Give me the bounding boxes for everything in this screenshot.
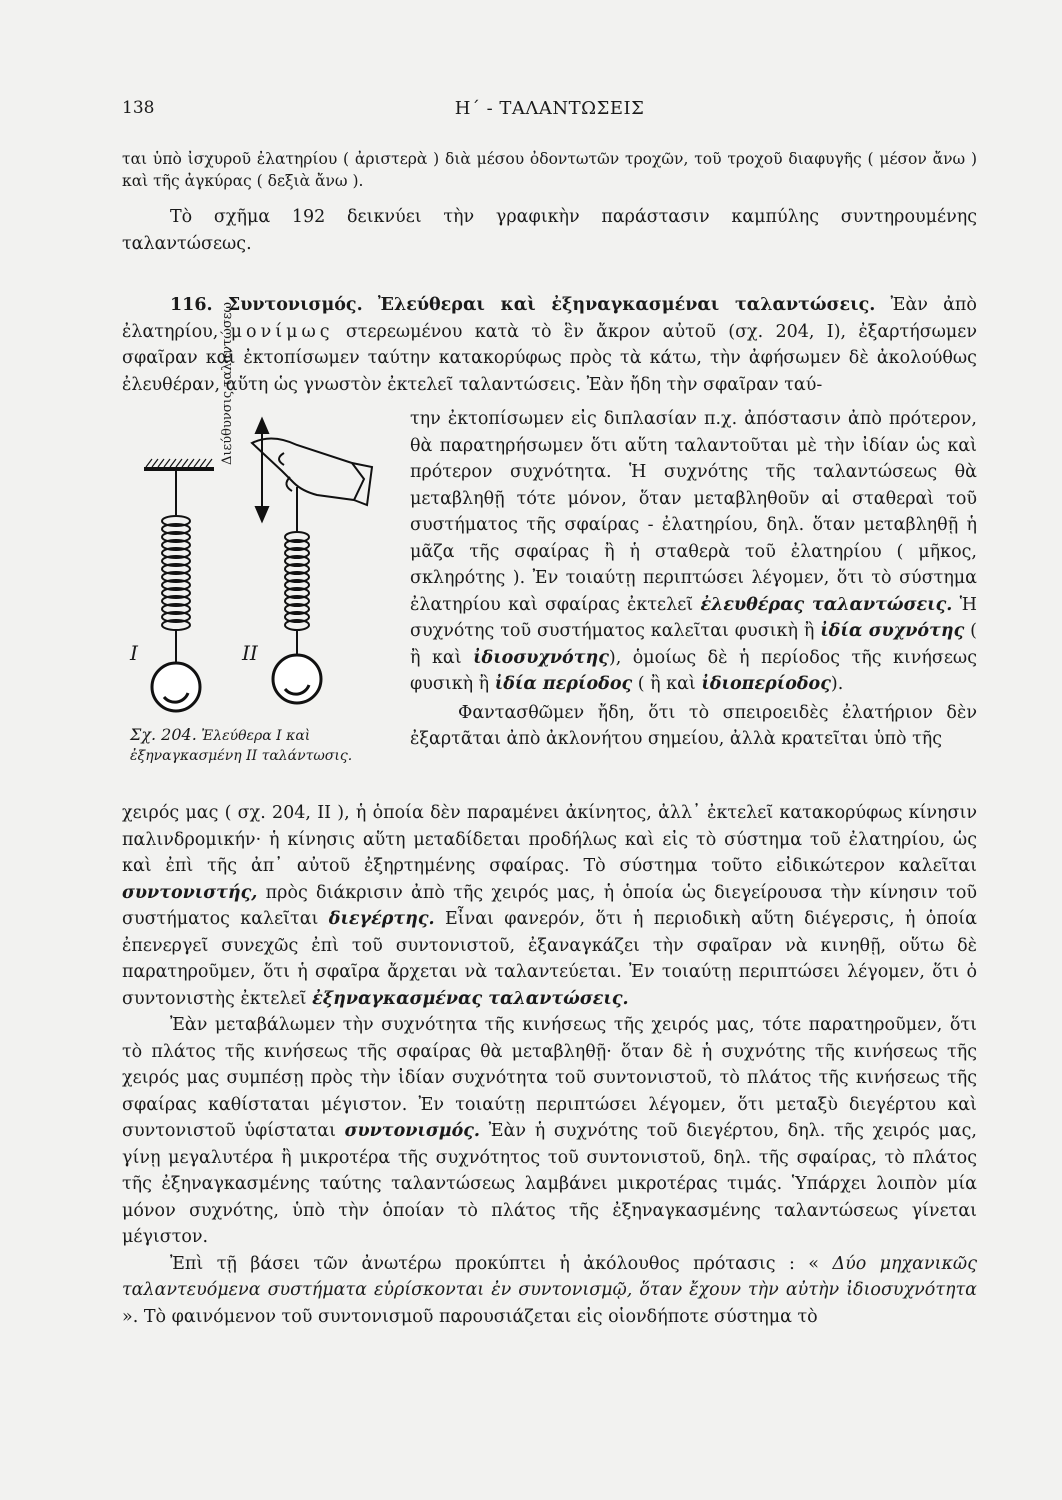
body-text-7: ». Τὸ φαινόμενον τοῦ συντονισμοῦ παρουσιάζεται εἰς οἱονδήποτε σύστημα τὸ: [122, 1306, 818, 1327]
intro-paragraph: [122, 148, 977, 192]
section-paragraph: [122, 292, 977, 398]
spring-II-icon: [285, 487, 309, 655]
side-column: [410, 406, 977, 753]
body-text-5: Ἐὰν ἡ συχνότης τοῦ διεγέρτου, δηλ. τῆς χειρός μας, γίνῃ μεγαλυτέρα ἢ μικροτέρα τῆς συχνότητος τοῦ συντονιστοῦ, δηλ. τῆς σφαίρας, τὸ πλάτος τῆς ἐξηναγκασμένης ταύτης ταλαντώσεως λαμβάνει μικροτέρας τιμάς. Ὑπάρχει λοιπὸν μία μόνον συχνότης, ὑπὸ τὴν ὁποίαν τὸ πλάτος τῆς ἐξηναγκασμένης ταλαντώσεως γίνεται μέγιστον.: [122, 1121, 977, 1247]
term-own-period: ἰδία περίοδος: [494, 674, 633, 694]
ceiling-support-icon: [144, 459, 214, 471]
page-number: 138: [122, 98, 155, 118]
caption-number: Σχ. 204.: [130, 725, 197, 744]
body-text-3: Εἶναι φανερόν, ὅτι ἡ περιοδικὴ αὕτη διέγερσις, ἡ ὁποία ἐπενεργεῖ συνεχῶς ἐπὶ τοῦ συντονιστοῦ, ἐξαναγκάζει τὴν σφαῖραν νὰ κινηθῇ, οὕτω δὲ παρατηροῦμεν, ὅτι ἡ σφαῖρα ἄρχεται νὰ ταλαντεύεται. Ἐν τοιαύτῃ περιπτώσει λέγομεν, ὅτι ὁ συντονιστὴς ἐκτελεῖ: [122, 909, 977, 1009]
body-text-6: Ἐπὶ τῇ βάσει τῶν ἀνωτέρω προκύπτει ἡ ἀκόλουθος πρότασις : «: [170, 1253, 820, 1274]
section-text-b: στερεωμένου κατὰ τὸ ἓν ἄκρον αὐτοῦ (σχ. 204, Ι), ἐξαρτήσωμεν σφαῖραν καὶ ἐκτοπίσωμεν ταύτην κατακορύφως πρὸς τὰ κάτω, τὴν ἀφήσωμεν δὲ ἀκολούθως ἐλευθέραν, αὕτη ὡς γνωστὸν ἐκτελεῖ ταλαντώσεις. Ἐὰν ἤδη τὴν σφαῖραν ταύ-: [122, 321, 977, 395]
ball-II-icon: [273, 655, 321, 703]
section-text-a: Ἐὰν ἀπὸ ἐλατηρίου,: [122, 295, 977, 342]
body-text-2: πρὸς διάκρισιν ἀπὸ τῆς χειρός μας, ἡ ὁποία ὡς διεγείρουσα τὴν κίνησιν τοῦ συστήματος καλεῖται: [122, 882, 977, 929]
side-text-1: την ἐκτοπίσωμεν εἰς διπλασίαν π.χ. ἀπόστασιν ἀπὸ πρότερον, θὰ παρατηρήσωμεν ὅτι αὕτη ταλαντοῦται μὲ τὴν ἰδίαν ὡς καὶ πρότερον συχνότητα. Ἡ συχνότης τῆς ταλαντώσεως θὰ μεταβληθῇ τότε μόνον, ὅταν μεταβληθοῦν αἱ σταθεραὶ τοῦ συστήματος τῆς σφαίρας - ἐλατηρίου, δηλ. ὅταν μεταβληθῇ ἡ μᾶζα τῆς σφαίρας ἢ ἡ σταθερὰ τοῦ ἐλατηρίου ( μῆκος, σκληρότης ). Ἐν τοιαύτῃ περιπτώσει λέγομεν, ὅτι τὸ σύστημα ἐλατηρίου καὶ σφαίρας ἐκτελεῖ: [410, 409, 977, 615]
term-forced-oscillations: ἐξηναγκασμένας ταλαντώσεις.: [312, 988, 629, 1009]
body-text-1: χειρός μας ( σχ. 204, II ), ἡ ὁποία δὲν παραμένει ἀκίνητος, ἀλλ᾿ ἐκτελεῖ κατακορύφως κίνησιν παλινδρομικήν· ἡ κίνησις αὕτη μεταδίδεται προδήλως καὶ εἰς τὸ σύστημα τοῦ ἐλατηρίου, ὡς καὶ ἐπὶ τῆς ἀπ᾿ αὐτοῦ ἐξηρτημένης σφαίρας. Τὸ σύστημα τοῦτο εἰδικώτερον καλεῖται: [122, 803, 977, 876]
body-text-4: Ἐὰν μεταβάλωμεν τὴν συχνότητα τῆς κινήσεως τῆς χειρός μας, τότε παρατηροῦμεν, ὅτι τὸ πλάτος τῆς κινήσεως τῆς σφαίρας θὰ μεταβληθῇ· ὅταν δὲ ἡ συχνότης τῆς κινήσεως τῆς χειρός μας συμπέσῃ πρὸς τὴν ἰδίαν συχνότητα τοῦ συντονιστοῦ, τὸ πλάτος τῆς κινήσεως τῆς σφαίρας καθίσταται μέγιστον. Ἐν τοιαύτῃ περιπτώσει λέγομεν, ὅτι μεταξὺ διεγέρτου καὶ συντονιστοῦ ὑφίσταται: [122, 1015, 977, 1141]
term-resonator: συντονιστής,: [122, 882, 258, 903]
oscillation-direction-label: Διεύθυνσις ταλαντώσεω: [220, 301, 235, 465]
section-number: 116.: [170, 295, 213, 315]
double-arrow-icon: [256, 419, 268, 521]
side-text-7: Φαντασθῶμεν ἤδη, ὅτι τὸ σπειροειδὲς ἐλατήριον δὲν ἐξαρτᾶται ἀπὸ ἀκλονήτου σημείου, ἀλλὰ κρατεῖται ὑπὸ τῆς: [410, 702, 977, 749]
term-eigenperiod: ἰδιοπερίοδος: [701, 674, 831, 694]
running-head: Η΄ - ΤΑΛΑΝΤΩΣΕΙΣ: [454, 98, 645, 119]
section-text-spaced: μονίμως: [230, 321, 334, 342]
side-text-2: Ἡ συχνότης τοῦ συστήματος καλεῖται φυσικὴ ἢ: [410, 594, 977, 641]
label-I: I: [130, 641, 138, 665]
caption-text: Ἐλεύθερα I καὶ ἐξηναγκασμένη II ταλάντωσις.: [130, 728, 353, 764]
proposition-text: Δύο μηχανικῶς ταλαντευόμενα συστήματα εὑρίσκονται ἐν συντονισμῷ, ὅταν ἔχουν τὴν αὐτὴν ἰδιοσυχνότητα: [122, 1253, 977, 1300]
term-own-frequency: ἰδία συχνότης: [820, 621, 965, 641]
side-text-4: ), ὁμοίως δὲ ἡ περίοδος τῆς κινήσεως φυσικὴ ἢ: [410, 647, 977, 694]
section-116: [122, 292, 977, 398]
spring-I-icon: [162, 471, 190, 663]
ball-I-icon: [152, 663, 200, 711]
side-text-5: ( ἢ καὶ: [637, 674, 696, 694]
label-II: II: [242, 641, 258, 665]
spring-diagram: [122, 405, 392, 725]
intro-line-1: ται ὑπὸ ἰσχυροῦ ἐλατηρίου ( ἀριστερὰ ) διὰ μέσου ὀδοντωτῶν τροχῶν, τοῦ τροχοῦ διαφυγῆς ( μέσον ἄνω ) καὶ τῆς ἀγκύρας ( δεξιὰ ἄνω ).: [122, 150, 977, 190]
term-resonance: συντονισμός.: [344, 1121, 480, 1141]
term-eigenfrequency: ἰδιοσυχνότης: [473, 647, 609, 668]
section-subtitle: Ἐλεύθεραι καὶ ἐξηναγκασμέναι ταλαντώσεις.: [377, 295, 876, 315]
intro-paragraph-2: [122, 204, 977, 257]
term-exciter: διεγέρτης.: [328, 909, 435, 929]
figure-caption: [130, 725, 390, 766]
intro-line-2: Τὸ σχῆμα 192 δεικνύει τὴν γραφικὴν παράστασιν καμπύλης συντηρουμένης ταλαντώσεως.: [122, 207, 977, 254]
body-paragraph-3: [122, 1251, 977, 1331]
term-free-oscillations: ἐλευθέρας ταλαντώσεις.: [700, 594, 953, 615]
side-paragraph-2: [410, 700, 977, 753]
section-title: Συντονισμός.: [227, 295, 363, 315]
body-paragraph-1: [122, 800, 977, 1012]
side-text-6: ).: [830, 674, 844, 694]
page-header: [122, 98, 977, 128]
side-text-3: ( ἢ καὶ: [410, 621, 977, 668]
main-body: [122, 800, 977, 1330]
hand-icon: [252, 438, 372, 505]
body-paragraph-2: [122, 1012, 977, 1251]
